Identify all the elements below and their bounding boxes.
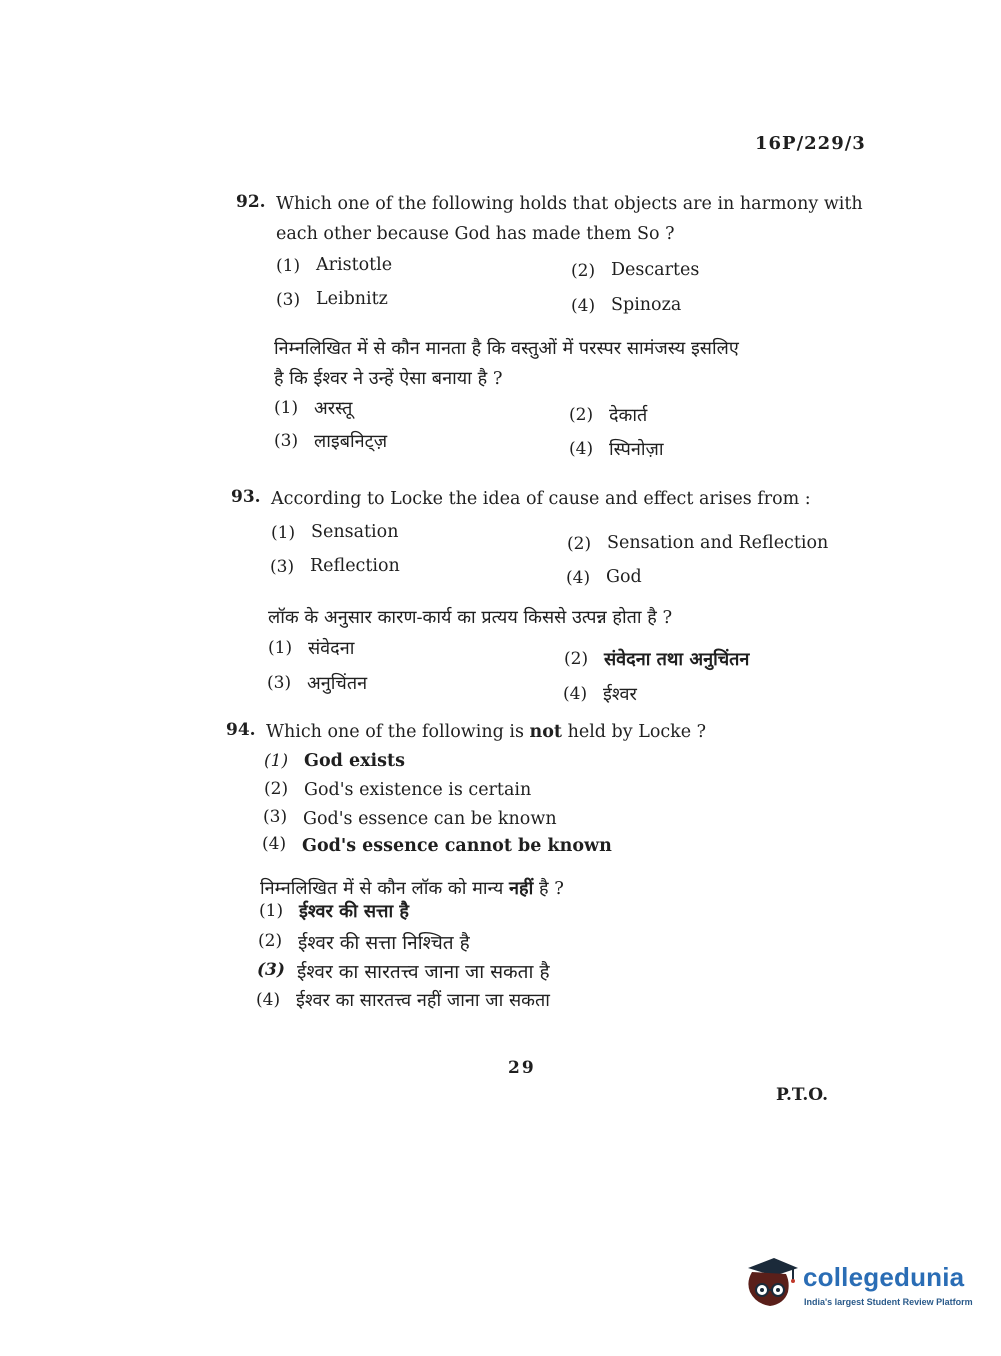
question-94-not-emphasis: not	[529, 722, 562, 742]
question-94-hindi-not-emphasis: नहीं	[509, 878, 534, 899]
q93-hindi-option-4-number: (4)	[563, 684, 588, 704]
q92-hindi-option-1-number: (1)	[274, 398, 299, 418]
q94-option-2-text: God's existence is certain	[304, 780, 532, 800]
question-93-hindi-text: लॉक के अनुसार कारण-कार्य का प्रत्यय किससे उत्पन्न होता है ?	[268, 607, 673, 628]
question-94-number: 94.	[226, 720, 256, 740]
question-94-text-part1: Which one of the following is	[266, 722, 530, 742]
q93-option-2-number: (2)	[567, 534, 592, 554]
question-92-text-line2: each other because God has made them So ?	[276, 224, 675, 244]
q94-hindi-option-1-text: ईश्वर की सत्ता है	[299, 901, 409, 922]
q94-hindi-option-2-number: (2)	[258, 931, 283, 951]
q94-hindi-option-3-text: ईश्वर का सारतत्त्व जाना जा सकता है	[297, 961, 550, 983]
q92-option-3-number: (3)	[276, 290, 301, 310]
question-94-text-part2: held by Locke ?	[562, 722, 707, 742]
q94-hindi-option-3-number: (3)	[257, 960, 285, 980]
q92-option-4-text: Spinoza	[611, 295, 682, 315]
question-92-number: 92.	[236, 192, 266, 212]
q93-hindi-option-2-number: (2)	[564, 649, 589, 669]
q93-option-2-text: Sensation and Reflection	[607, 533, 829, 553]
q94-option-4-text: God's essence cannot be known	[302, 836, 612, 856]
collegedunia-tagline: India's largest Student Review Platform	[804, 1297, 973, 1307]
q92-hindi-option-4-text: स्पिनोज़ा	[609, 439, 664, 460]
q93-hindi-option-3-text: अनुचिंतन	[307, 673, 368, 694]
q93-option-1-text: Sensation	[311, 522, 399, 542]
q92-hindi-option-4-number: (4)	[569, 439, 594, 459]
question-92-text-line1: Which one of the following holds that objects are in harmony with	[276, 194, 863, 214]
q93-option-4-text: God	[606, 567, 642, 587]
q92-hindi-option-1-text: अरस्तू	[314, 398, 353, 419]
collegedunia-mascot-icon	[742, 1252, 800, 1310]
q92-hindi-option-3-text: लाइबनिट्ज़	[314, 431, 388, 452]
q94-hindi-option-2-text: ईश्वर की सत्ता निश्चित है	[298, 932, 470, 954]
question-92-hindi-line2: है कि ईश्वर ने उन्हें ऐसा बनाया है ?	[274, 368, 503, 389]
question-93-text: According to Locke the idea of cause and effect arises from :	[271, 489, 811, 509]
q93-hindi-option-3-number: (3)	[267, 673, 292, 693]
q92-hindi-option-3-number: (3)	[274, 431, 299, 451]
question-94-hindi-text	[260, 876, 564, 900]
q94-option-2-number: (2)	[264, 779, 289, 799]
q93-hindi-option-4-text: ईश्वर	[603, 684, 637, 705]
pto-label: P.T.O.	[776, 1085, 828, 1105]
q92-option-1-number: (1)	[276, 256, 301, 276]
q93-hindi-option-1-text: संवेदना	[308, 638, 355, 659]
q92-option-4-number: (4)	[571, 296, 596, 316]
collegedunia-logo-wordmark: collegedunia	[803, 1262, 965, 1292]
q94-hindi-option-4-text: ईश्वर का सारतत्त्व नहीं जाना जा सकता	[296, 990, 550, 1011]
question-92-hindi-line1: निम्नलिखित में से कौन मानता है कि वस्तुओं में परस्पर सामंजस्य इसलिए	[274, 338, 739, 359]
q94-option-3-number: (3)	[263, 807, 288, 827]
question-93-number: 93.	[231, 487, 261, 507]
q94-option-4-number: (4)	[262, 834, 287, 854]
q92-option-1-text: Aristotle	[316, 255, 393, 275]
q93-hindi-option-1-number: (1)	[268, 638, 293, 658]
q92-hindi-option-2-text: देकार्त	[609, 405, 648, 426]
q94-hindi-option-1-number: (1)	[259, 901, 284, 921]
q93-option-1-number: (1)	[271, 523, 296, 543]
q93-hindi-option-2-text: संवेदना तथा अनुचिंतन	[604, 649, 750, 670]
q94-hindi-option-4-number: (4)	[256, 990, 281, 1010]
q93-option-4-number: (4)	[566, 568, 591, 588]
q92-hindi-option-2-number: (2)	[569, 405, 594, 425]
q94-option-1-number: (1)	[264, 751, 289, 771]
q93-option-3-number: (3)	[270, 557, 295, 577]
question-94-hindi-part1: निम्नलिखित में से कौन लॉक को मान्य	[260, 878, 510, 899]
q92-option-2-number: (2)	[571, 261, 596, 281]
question-94-text	[266, 722, 706, 742]
page-number: 29	[508, 1058, 536, 1078]
q94-option-1-text: God exists	[304, 751, 405, 771]
q93-option-3-text: Reflection	[310, 556, 400, 576]
question-94-hindi-part2: है ?	[533, 878, 564, 899]
q92-option-3-text: Leibnitz	[316, 289, 388, 309]
q94-option-3-text: God's essence can be known	[303, 809, 557, 829]
paper-code: 16P/229/3	[755, 133, 866, 154]
q92-option-2-text: Descartes	[611, 260, 700, 280]
